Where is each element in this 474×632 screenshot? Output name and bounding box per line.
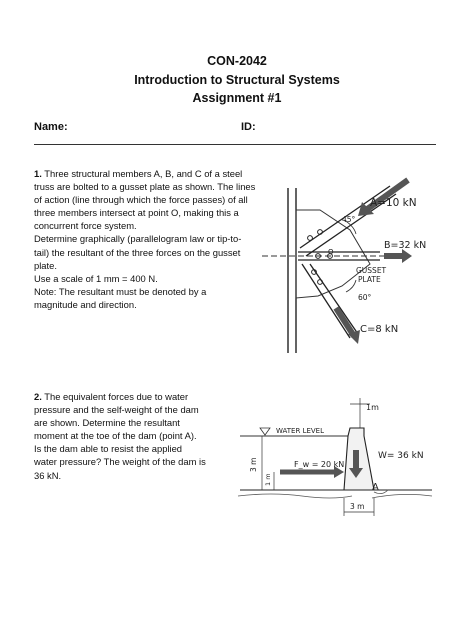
water-force-label: F_w = 20 kN xyxy=(294,460,345,469)
problem-2-number: 2. xyxy=(34,391,42,402)
problem-1-line: truss are bolted to a gusset plate as shown. The lines xyxy=(34,181,256,193)
angle-bottom-label: 60° xyxy=(358,293,372,302)
water-level-label: WATER LEVEL xyxy=(276,427,325,435)
problem-2-line: Is the dam able to resist the applied xyxy=(34,443,183,455)
problem-1-line: Use a scale of 1 mm = 400 N. xyxy=(34,272,158,284)
height-label: 3 m xyxy=(249,457,258,472)
base-dim-label: 3 m xyxy=(350,502,365,511)
point-a-label: A xyxy=(372,482,379,493)
name-label: Name: xyxy=(34,121,68,133)
problem-1-line: of action (line through which the force passes) of all xyxy=(34,194,248,206)
small-dim-label: 1 m xyxy=(264,473,272,486)
problem-2-line: pressure and the self-weight of the dam xyxy=(34,404,199,416)
weight-label: W= 36 kN xyxy=(378,451,424,461)
force-c-arrow xyxy=(336,308,360,344)
problem-2-text xyxy=(34,390,222,482)
problem-1-line: tail) the resultant of the three forces on the gusset xyxy=(34,246,241,258)
problem-1-line: magnitude and direction. xyxy=(34,298,137,310)
dam-figure xyxy=(232,392,442,532)
force-c-label: C=8 kN xyxy=(360,324,399,335)
id-label: ID: xyxy=(241,121,256,133)
course-code: CON-2042 xyxy=(207,54,267,68)
problem-2-line: water pressure? The weight of the dam is xyxy=(34,456,206,468)
force-a-label: A=10 kN xyxy=(370,197,417,209)
problem-1-line: Determine graphically (parallelogram law or tip-to- xyxy=(34,233,242,245)
problem-1-line: Three structural members A, B, and C of a steel xyxy=(41,168,243,179)
problem-1-line: concurrent force system. xyxy=(34,220,137,232)
problem-2-line: 36 kN. xyxy=(34,469,62,481)
top-dim-label: 1m xyxy=(366,403,379,412)
problem-1-number: 1. xyxy=(34,168,42,179)
problem-2-line: moment at the toe of the dam (point A). xyxy=(34,430,197,442)
header-divider xyxy=(34,144,436,145)
problem-2-line: are shown. Determine the resultant xyxy=(34,417,180,429)
angle-top-label: 45° xyxy=(342,215,356,224)
point-o-label: O xyxy=(328,248,334,256)
problem-1-line: three members intersect at point O, making this a xyxy=(34,207,239,219)
problem-2-line: The equivalent forces due to water xyxy=(41,391,189,402)
plate-label: PLATE xyxy=(358,275,381,284)
force-b-label: B=32 kN xyxy=(384,240,427,251)
gusset-label: GUSSET xyxy=(356,266,387,275)
problem-1-line: plate. xyxy=(34,259,57,271)
problem-1-line: Note: The resultant must be denoted by a xyxy=(34,285,207,297)
course-title: Introduction to Structural Systems xyxy=(134,73,340,87)
gusset-plate-figure xyxy=(258,168,436,358)
problem-1-text xyxy=(34,167,256,311)
force-b-arrow xyxy=(384,249,412,263)
assignment-title: Assignment #1 xyxy=(192,91,282,105)
